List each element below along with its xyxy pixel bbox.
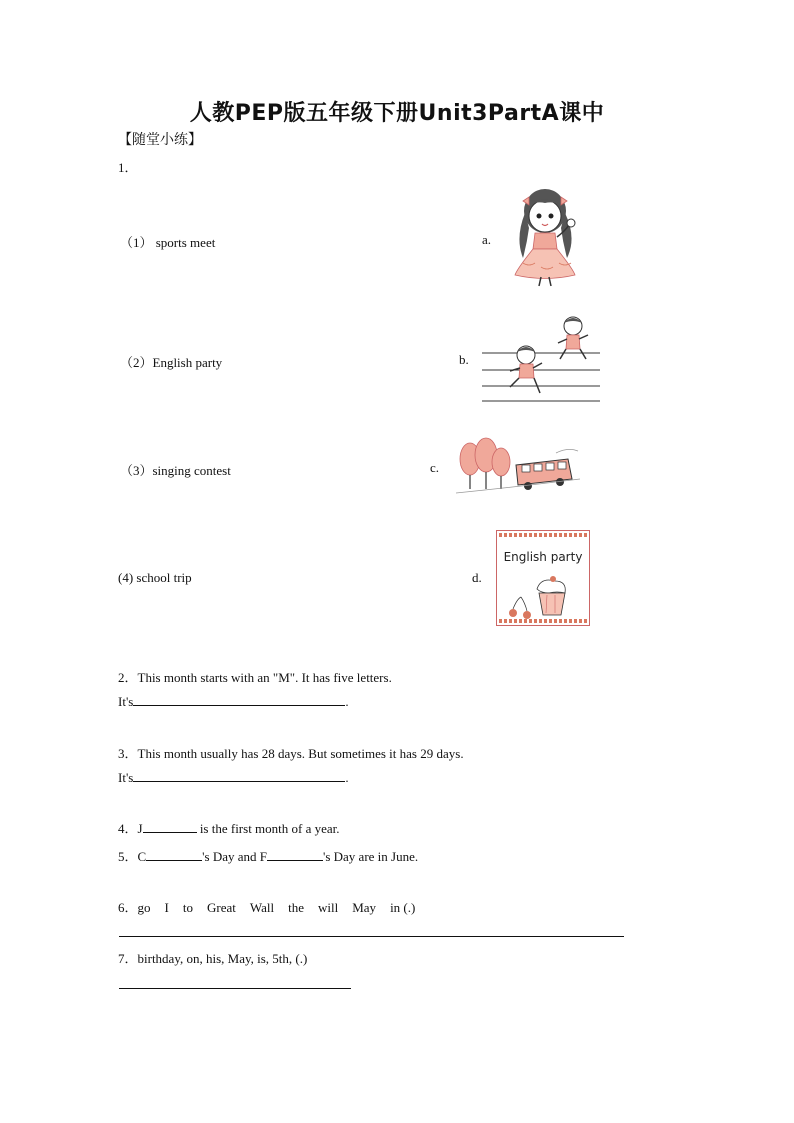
q4-suffix: is the first month of a year. (196, 821, 340, 836)
english-party-poster (496, 530, 590, 626)
q6-word: Great (206, 900, 236, 915)
q6-word: Wall (249, 900, 275, 915)
q1-item-1-letter: a. (482, 232, 492, 247)
q6-word: in (.) (390, 900, 416, 915)
q3-answer-line (118, 769, 349, 786)
q4-prefix: 4．J (118, 821, 143, 836)
q1-item-4-label: (4) school trip (118, 570, 192, 585)
q6-word: to (182, 900, 193, 915)
q6-answer-line[interactable] (119, 936, 624, 937)
q6-word: the (288, 900, 304, 915)
q6-number: 6． (118, 900, 138, 915)
q6-words (118, 897, 429, 916)
q2-text: 2．This month starts with an "M". It has five letters. (118, 670, 392, 685)
q5-blank-2[interactable] (267, 848, 323, 861)
q5-suffix: 's Day are in June. (322, 849, 419, 864)
q6-word: will (317, 900, 339, 915)
q2-answer-end: . (345, 694, 349, 709)
q1-item-2-letter: b. (459, 352, 469, 367)
q2-answer-blank[interactable] (133, 693, 345, 706)
girl-singing-picture (505, 183, 585, 288)
q1-number: 1． (118, 160, 138, 175)
q3-answer-blank[interactable] (133, 769, 345, 782)
q5-middle: 's Day and F (202, 849, 267, 864)
q6-word: go (137, 900, 151, 915)
q5-blank-1[interactable] (146, 848, 202, 861)
section-heading: 【随堂小练】 (118, 132, 202, 148)
q2-answer-line (118, 693, 349, 710)
q3-answer-end: . (345, 770, 349, 785)
q5-line (118, 846, 418, 865)
q6-word: I (164, 900, 169, 915)
q6-word: May (352, 900, 377, 915)
q7-text: 7．birthday, on, his, May, is, 5th, (.) (118, 951, 308, 966)
q4-line (118, 818, 340, 837)
q2-answer-prefix: It's (118, 694, 134, 709)
q4-blank[interactable] (143, 820, 197, 833)
q1-item-1-label: （1） sports meet (120, 235, 216, 250)
poster-text: English party (503, 550, 583, 564)
q3-text: 3．This month usually has 28 days. But sometimes it has 29 days. (118, 746, 464, 761)
q1-item-3-label: （3）singing contest (120, 463, 231, 478)
cake-icon (505, 575, 581, 621)
page-title: 人教PEP版五年级下册Unit3PartA课中 (189, 101, 605, 126)
poster-border-top (499, 533, 587, 537)
school-bus-trip-picture (456, 437, 581, 507)
q5-prefix: 5．C (118, 849, 147, 864)
q7-answer-line[interactable] (119, 988, 351, 989)
q1-item-2-label: （2）English party (120, 355, 223, 370)
q1-item-4-letter: d. (472, 570, 482, 585)
q1-item-3-letter: c. (430, 460, 440, 475)
boys-running-picture (480, 313, 602, 405)
q3-answer-prefix: It's (118, 770, 134, 785)
